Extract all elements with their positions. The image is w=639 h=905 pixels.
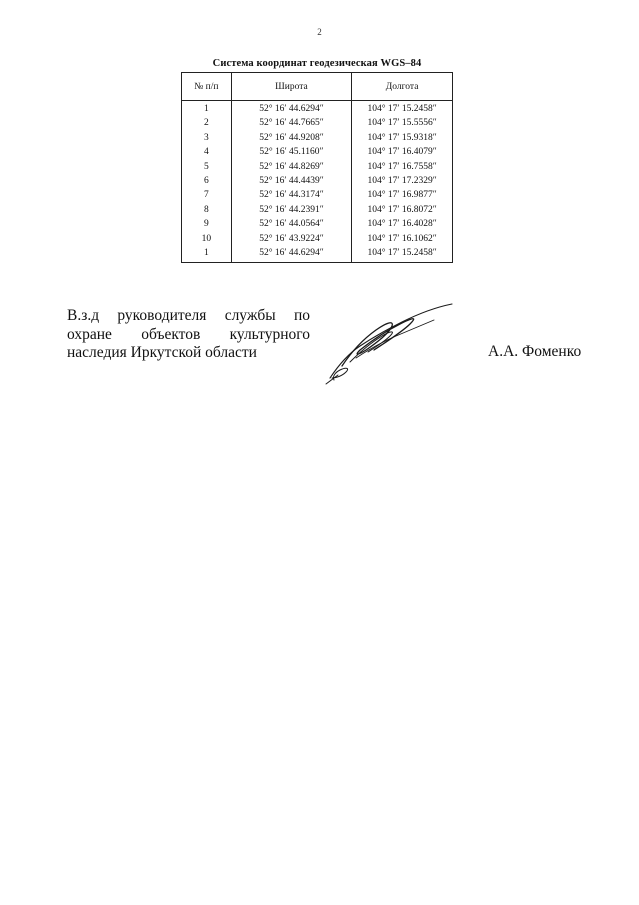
header-index: № п/п [182, 73, 232, 101]
cell-longitude: 104° 17′ 16.1062″ [352, 232, 453, 246]
cell-longitude: 104° 17′ 16.7558″ [352, 160, 453, 174]
cell-longitude: 104° 17′ 15.2458″ [352, 101, 453, 117]
table-row [182, 203, 453, 217]
table-title: Система координат геодезическая WGS–84 [212, 58, 422, 69]
cell-latitude: 52° 16′ 43.9224″ [231, 232, 352, 246]
cell-latitude: 52° 16′ 44.8269″ [231, 160, 352, 174]
signatory-name: А.А. Фоменко [488, 343, 582, 360]
position-word: объектов [141, 325, 201, 343]
table-row [182, 188, 453, 202]
page-number: 2 [317, 27, 322, 37]
position-word: руководителя [117, 307, 207, 324]
cell-longitude: 104° 17′ 16.9877″ [352, 188, 453, 202]
cell-index: 6 [182, 174, 232, 188]
cell-latitude: 52° 16′ 44.2391″ [231, 203, 352, 217]
cell-latitude: 52° 16′ 44.6294″ [231, 101, 352, 117]
cell-latitude: 52° 16′ 44.6294″ [231, 246, 352, 263]
cell-latitude: 52° 16′ 44.9208″ [231, 131, 352, 145]
table-row [182, 232, 453, 246]
position-line-1 [67, 307, 310, 326]
cell-index: 5 [182, 160, 232, 174]
table-row [182, 174, 453, 188]
header-latitude: Широта [231, 73, 352, 101]
cell-index: 7 [182, 188, 232, 202]
table-row [182, 145, 453, 159]
cell-latitude: 52° 16′ 44.4439″ [231, 174, 352, 188]
table-row [182, 131, 453, 145]
cell-index: 10 [182, 232, 232, 246]
cell-longitude: 104° 17′ 17.2329″ [352, 174, 453, 188]
signatory-position [67, 307, 310, 363]
cell-longitude: 104° 17′ 15.2458″ [352, 246, 453, 263]
header-longitude: Долгота [352, 73, 453, 101]
cell-latitude: 52° 16′ 44.3174″ [231, 188, 352, 202]
table-row [182, 246, 453, 263]
cell-latitude: 52° 16′ 44.7665″ [231, 116, 352, 130]
table-row [182, 116, 453, 130]
cell-index: 1 [182, 246, 232, 263]
position-word: службы [224, 307, 276, 324]
cell-longitude: 104° 17′ 16.4079″ [352, 145, 453, 159]
cell-latitude: 52° 16′ 45.1160″ [231, 145, 352, 159]
position-word: охране [67, 325, 112, 343]
position-line-2 [67, 326, 310, 345]
position-line-3: наследия Иркутской области [67, 344, 257, 361]
cell-latitude: 52° 16′ 44.0564″ [231, 217, 352, 231]
cell-index: 2 [182, 116, 232, 130]
table-row [182, 101, 453, 117]
cell-index: 3 [182, 131, 232, 145]
position-word: В.з.д [67, 307, 100, 324]
table-header-row [182, 73, 453, 101]
cell-longitude: 104° 17′ 15.5556″ [352, 116, 453, 130]
cell-longitude: 104° 17′ 16.4028″ [352, 217, 453, 231]
coordinates-table [181, 72, 453, 263]
cell-index: 4 [182, 145, 232, 159]
position-word: культурного [229, 325, 310, 343]
handwritten-signature [320, 296, 465, 386]
cell-index: 9 [182, 217, 232, 231]
table-row [182, 217, 453, 231]
cell-longitude: 104° 17′ 16.8072″ [352, 203, 453, 217]
position-word: по [293, 307, 310, 324]
cell-index: 1 [182, 101, 232, 117]
table-row [182, 160, 453, 174]
cell-longitude: 104° 17′ 15.9318″ [352, 131, 453, 145]
cell-index: 8 [182, 203, 232, 217]
